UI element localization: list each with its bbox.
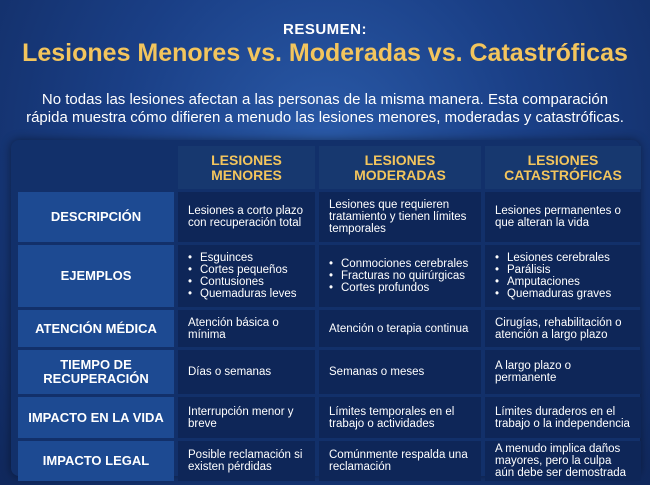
column-header-line: LESIONES: [527, 151, 599, 168]
cell-text: Atención o terapia continua: [329, 322, 469, 335]
list-item: • Cortes pequeños: [188, 264, 297, 276]
table-cell: [178, 350, 315, 394]
row-header-line: TIEMPO DE: [60, 357, 132, 372]
cell-text: Atención básica o mínima: [188, 316, 279, 341]
list-item: • Fracturas no quirúrgicas: [329, 270, 468, 282]
cell-text: Días o semanas: [188, 366, 272, 378]
column-header-line: MENORES: [211, 166, 282, 183]
page-title: Lesiones Menores vs. Moderadas vs. Catastróficas: [22, 39, 628, 67]
cell-text: Lesiones a corto plazo con recuperación total: [188, 205, 304, 229]
list-item: • Amputaciones: [495, 276, 611, 288]
cell-text: Interrupción menor y breve: [188, 405, 294, 430]
cell-text: Posible reclamación si existen pérdidas: [188, 449, 303, 473]
table-cell: [319, 310, 481, 347]
column-header-catastroficas: [485, 146, 641, 189]
column-header-moderadas: [319, 146, 481, 189]
table-cell: [178, 310, 315, 347]
table-cell: [485, 397, 641, 438]
list-item: • Contusiones: [188, 276, 297, 288]
row-header-ejemplos: EJEMPLOS: [18, 245, 174, 307]
summary-eyebrow: RESUMEN:: [282, 21, 367, 38]
cell-text: Límites duraderos en el trabajo o la independencia: [495, 405, 630, 430]
table-cell: [178, 397, 315, 438]
cell-text: A menudo implica daños mayores, pero la culpa aún debe ser demostrada: [495, 443, 627, 479]
table-cell: [319, 192, 481, 242]
bullet-list: [188, 252, 297, 300]
cell-text: Comúnmente respalda una reclamación: [329, 449, 468, 473]
list-item: • Parálisis: [495, 264, 611, 276]
row-header-line: RECUPERACIÓN: [43, 371, 149, 386]
list-item: • Quemaduras leves: [188, 288, 297, 300]
row-header-atencion-medica: ATENCIÓN MÉDICA: [18, 310, 174, 347]
list-item: • Quemaduras graves: [495, 288, 611, 300]
table-cell: [485, 245, 641, 307]
table-cell: [319, 441, 481, 481]
table-cell: [485, 192, 641, 242]
table-cell: [178, 245, 315, 307]
intro-text: No todas las lesiones afectan a las personas de la misma manera. Esta comparación rápida muestra cómo difieren a menudo las lesiones menores, moderadas y catastróficas.: [26, 91, 624, 126]
row-header-impacto-legal: IMPACTO LEGAL: [18, 441, 174, 481]
list-item: • Conmociones cerebrales: [329, 258, 468, 270]
column-header-line: LESIONES: [211, 151, 282, 168]
list-item: • Cortes profundos: [329, 282, 468, 294]
cell-text: Límites temporales en el trabajo o actividades: [329, 405, 455, 430]
table-cell: [319, 350, 481, 394]
list-item: • Lesiones cerebrales: [495, 252, 611, 264]
cell-text: Lesiones que requieren tratamiento y tienen límites temporales: [329, 199, 467, 235]
bullet-list: [329, 258, 468, 294]
column-header-line: MODERADAS: [354, 166, 446, 183]
cell-text: Cirugías, rehabilitación o atención a largo plazo: [495, 316, 622, 341]
cell-text: A largo plazo o permanente: [495, 360, 572, 384]
table-cell: [485, 350, 641, 394]
cell-text: Semanas o meses: [329, 366, 425, 378]
table-cell: [319, 397, 481, 438]
column-header-line: LESIONES: [364, 151, 436, 168]
comparison-grid: [18, 146, 641, 481]
cell-text: Lesiones permanentes o que alteran la vida: [495, 205, 621, 229]
table-cell: [178, 192, 315, 242]
table-cell: [485, 441, 641, 481]
row-header-descripcion: DESCRIPCIÓN: [18, 192, 174, 242]
table-cell: [178, 441, 315, 481]
row-header-tiempo-recuperacion: [18, 350, 174, 394]
bullet-list: [495, 252, 611, 300]
column-header-menores: [178, 146, 315, 189]
list-item: • Esguinces: [188, 252, 297, 264]
comparison-table: [11, 140, 640, 479]
table-cell: [319, 245, 481, 307]
row-header-impacto-vida: IMPACTO EN LA VIDA: [18, 397, 174, 438]
table-corner: [18, 146, 174, 189]
column-header-line: CATASTRÓFICAS: [504, 166, 622, 183]
table-cell: [485, 310, 641, 347]
